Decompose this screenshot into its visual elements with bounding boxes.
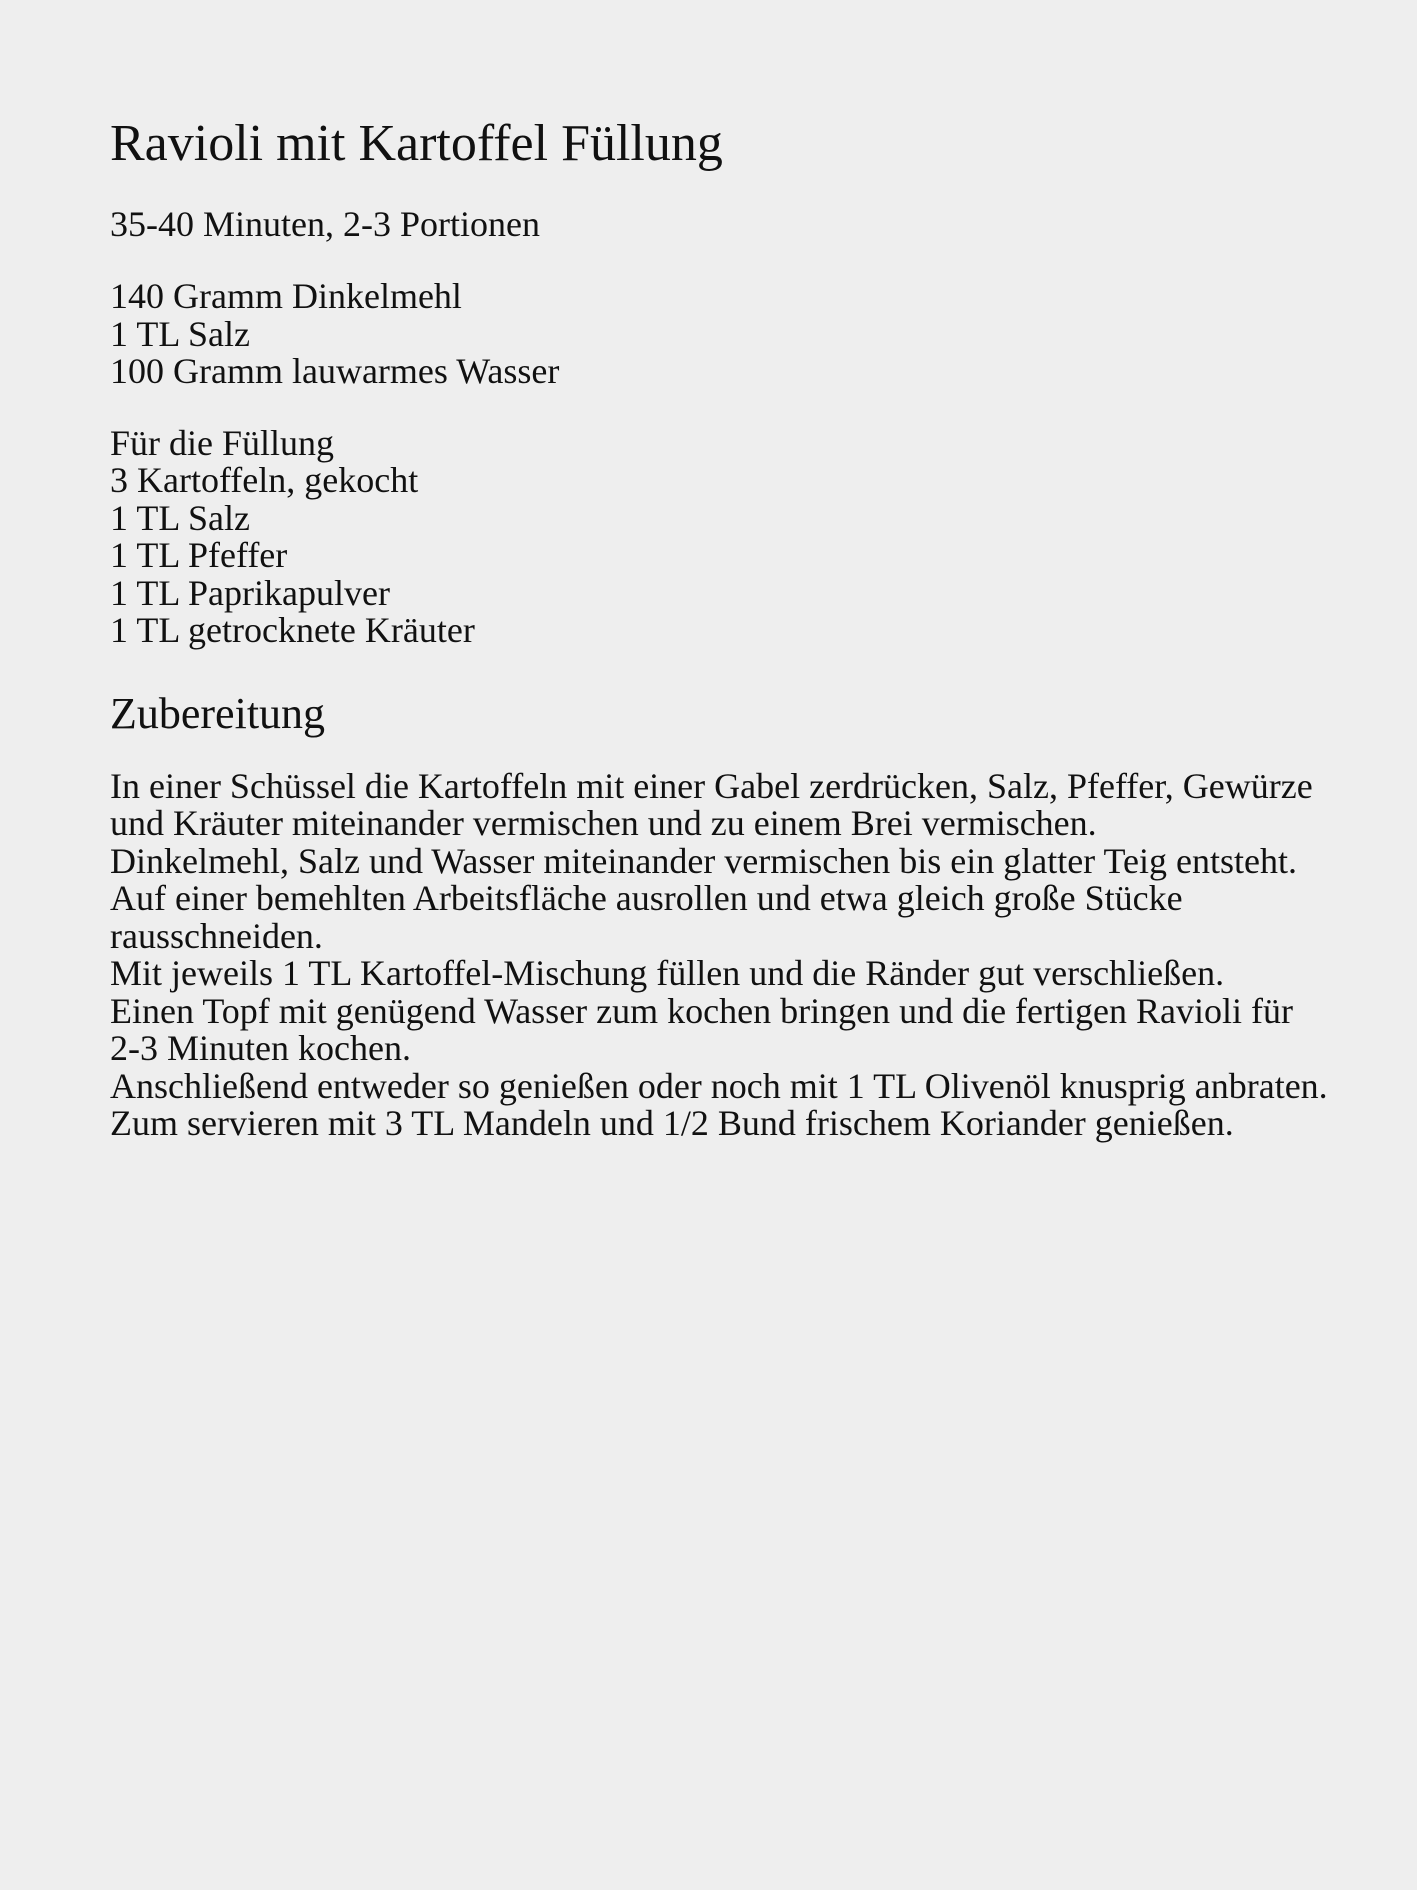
ingredient-item: 3 Kartoffeln, gekocht [110,460,419,500]
dough-ingredients-list [110,278,1330,391]
ingredient-item: 1 TL Salz [110,497,250,538]
preparation-step: Zum servieren mit 3 TL Mandeln und 1/2 Bund frischem Koriander genießen. [110,1103,1234,1143]
preparation-step: Einen Topf mit genügend Wasser zum kochen bringen und die fertigen Ravioli für 2-3 Minuten kochen. [110,990,1293,1068]
preparation-step: Anschließend entweder so genießen oder noch mit 1 TL Olivenöl knusprig anbraten. [110,1065,1328,1106]
ingredient-item: 1 TL getrocknete Kräuter [110,610,475,650]
recipe-content [110,112,1330,1143]
preparation-heading: Zubereitung [110,688,326,738]
ingredient-item: 1 TL Salz [110,313,250,354]
preparation-step: Dinkelmehl, Salz und Wasser miteinander vermischen bis ein glatter Teig entsteht. Auf einer bemehlten Arbeitsfläche ausrollen und etwa gleich große Stücke rausschneiden. [110,840,1297,956]
preparation-step: Mit jeweils 1 TL Kartoffel-Mischung füllen und die Ränder gut verschließen. [110,953,1225,993]
ingredient-item: 1 TL Pfeffer [110,535,288,575]
ingredient-item: 100 Gramm lauwarmes Wasser [110,351,560,391]
ingredient-item: 140 Gramm Dinkelmehl [110,276,462,316]
ingredient-item: 1 TL Paprikapulver [110,572,390,613]
filling-ingredients-list [110,422,1330,650]
preparation-step: In einer Schüssel die Kartoffeln mit einer Gabel zerdrücken, Salz, Pfeffer, Gewürze und Kräuter miteinander vermischen und zu einem Brei vermischen. [110,765,1313,843]
recipe-title: Ravioli mit Kartoffel Füllung [110,115,723,172]
preparation-steps [110,765,1330,1143]
filling-heading: Für die Füllung [110,422,335,463]
recipe-meta: 35-40 Minuten, 2-3 Portionen [110,204,540,244]
